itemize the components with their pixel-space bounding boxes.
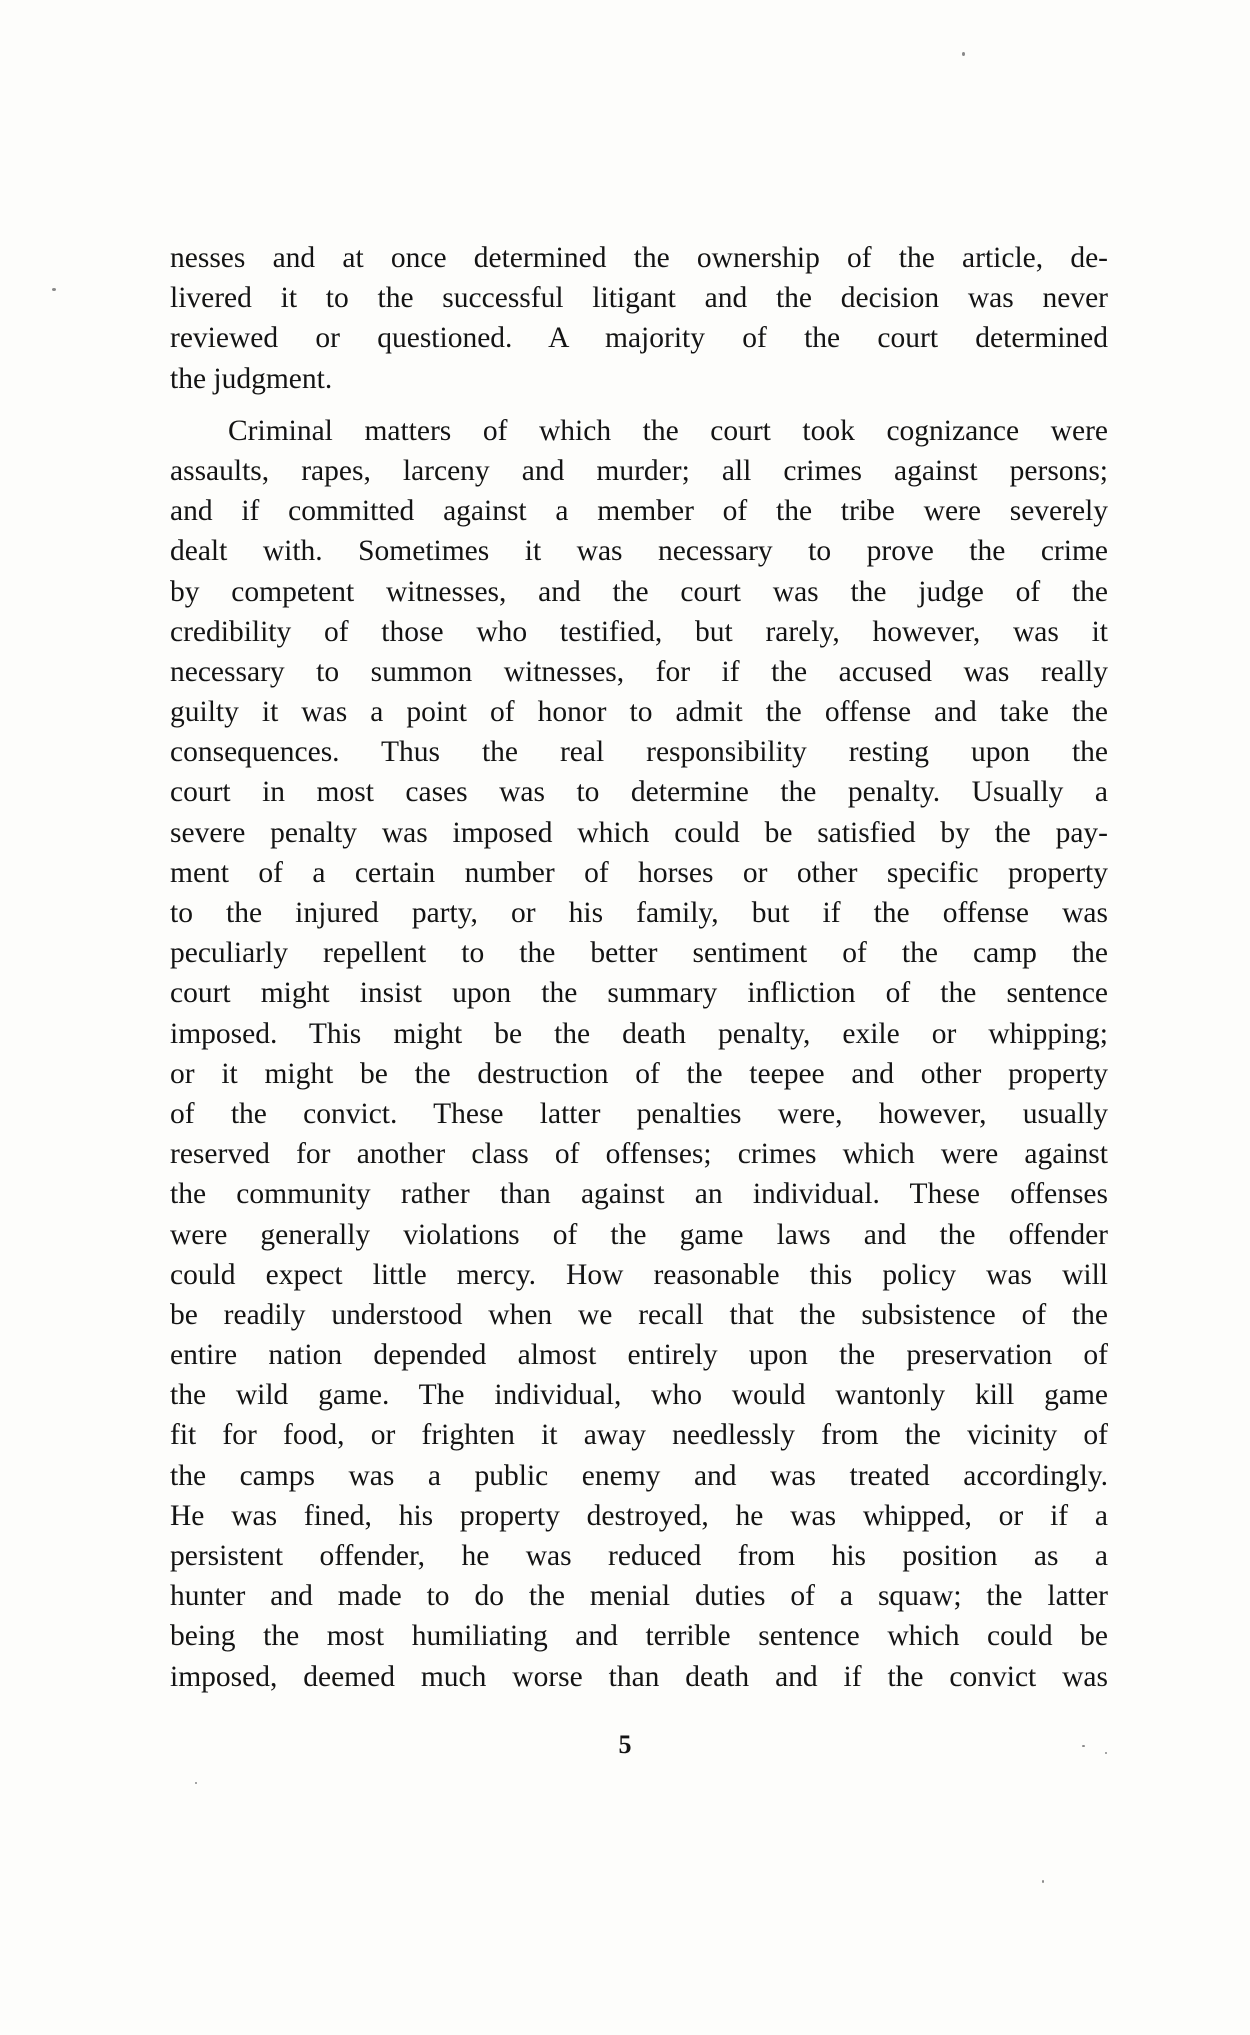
text-line: Criminal matters of which the court took cognizance were [228, 414, 1108, 447]
paragraph-gap [170, 399, 1108, 411]
scan-speck [195, 1782, 197, 1784]
text-line: He was fined, his property destroyed, he was whipped, or if a [170, 1499, 1108, 1532]
text-line: could expect little mercy. How reasonable this policy was will [170, 1258, 1108, 1291]
text-line: entire nation depended almost entirely upon the preservation of [170, 1339, 1108, 1372]
scan-speck [1042, 1880, 1044, 1883]
text-line: fit for food, or frighten it away needlessly from the vicinity of [170, 1419, 1108, 1452]
text-line: being the most humiliating and terrible sentence which could be [170, 1620, 1108, 1653]
text-line: imposed, deemed much worse than death and if the convict was [170, 1660, 1108, 1693]
text-line: persistent offender, he was reduced from his position as a [170, 1540, 1108, 1572]
text-line: the wild game. The individual, who would wantonly kill game [170, 1379, 1108, 1412]
text-line: the camps was a public enemy and was treated accordingly. [170, 1459, 1108, 1492]
text-line: reserved for another class of offenses; crimes which were against [170, 1138, 1108, 1171]
scan-speck [1082, 1745, 1085, 1747]
text-line: be readily understood when we recall that the subsistence of the [170, 1298, 1108, 1331]
scan-speck [962, 52, 965, 56]
text-line: credibility of those who testified, but rarely, however, was it [170, 615, 1108, 648]
text-line: or it might be the destruction of the teepee and other property [170, 1057, 1108, 1090]
text-line: nesses and at once determined the ownership of the article, de- [170, 242, 1108, 274]
body-text [170, 238, 1108, 1697]
page-number: 5 [618, 1730, 632, 1759]
text-line: of the convict. These latter penalties were, however, usually [170, 1097, 1108, 1130]
text-line: were generally violations of the game laws and the offender [170, 1218, 1108, 1251]
text-line: the judgment. [170, 362, 333, 395]
text-line: hunter and made to do the menial duties of a squaw; the latter [170, 1580, 1108, 1613]
text-line: livered it to the successful litigant and the decision was never [170, 282, 1108, 315]
paragraph-1 [170, 238, 1108, 399]
text-line: court in most cases was to determine the penalty. Usually a [170, 776, 1108, 809]
text-line: by competent witnesses, and the court was the judge of the [170, 575, 1108, 608]
text-line: peculiarly repellent to the better sentiment of the camp the [170, 937, 1108, 970]
text-line: guilty it was a point of honor to admit the offense and take the [170, 696, 1108, 729]
text-line: reviewed or questioned. A majority of the court determined [170, 322, 1108, 355]
text-line: court might insist upon the summary infliction of the sentence [170, 977, 1108, 1010]
text-line: dealt with. Sometimes it was necessary to prove the crime [170, 535, 1108, 568]
text-line: consequences. Thus the real responsibility resting upon the [170, 736, 1108, 769]
text-line: and if committed against a member of the tribe were severely [170, 495, 1108, 528]
text-line: the community rather than against an individual. These offenses [170, 1178, 1108, 1211]
text-line: to the injured party, or his family, but if the offense was [170, 897, 1108, 929]
scan-speck [1105, 1752, 1107, 1754]
text-line: ment of a certain number of horses or other specific property [170, 856, 1108, 889]
text-line: severe penalty was imposed which could be satisfied by the pay- [170, 816, 1108, 849]
text-line: imposed. This might be the death penalty, exile or whipping; [170, 1017, 1108, 1050]
text-line: assaults, rapes, larceny and murder; all crimes against persons; [170, 454, 1108, 487]
scan-speck [52, 288, 56, 291]
paragraph-2 [170, 411, 1108, 1697]
text-line: necessary to summon witnesses, for if the accused was really [170, 655, 1108, 688]
